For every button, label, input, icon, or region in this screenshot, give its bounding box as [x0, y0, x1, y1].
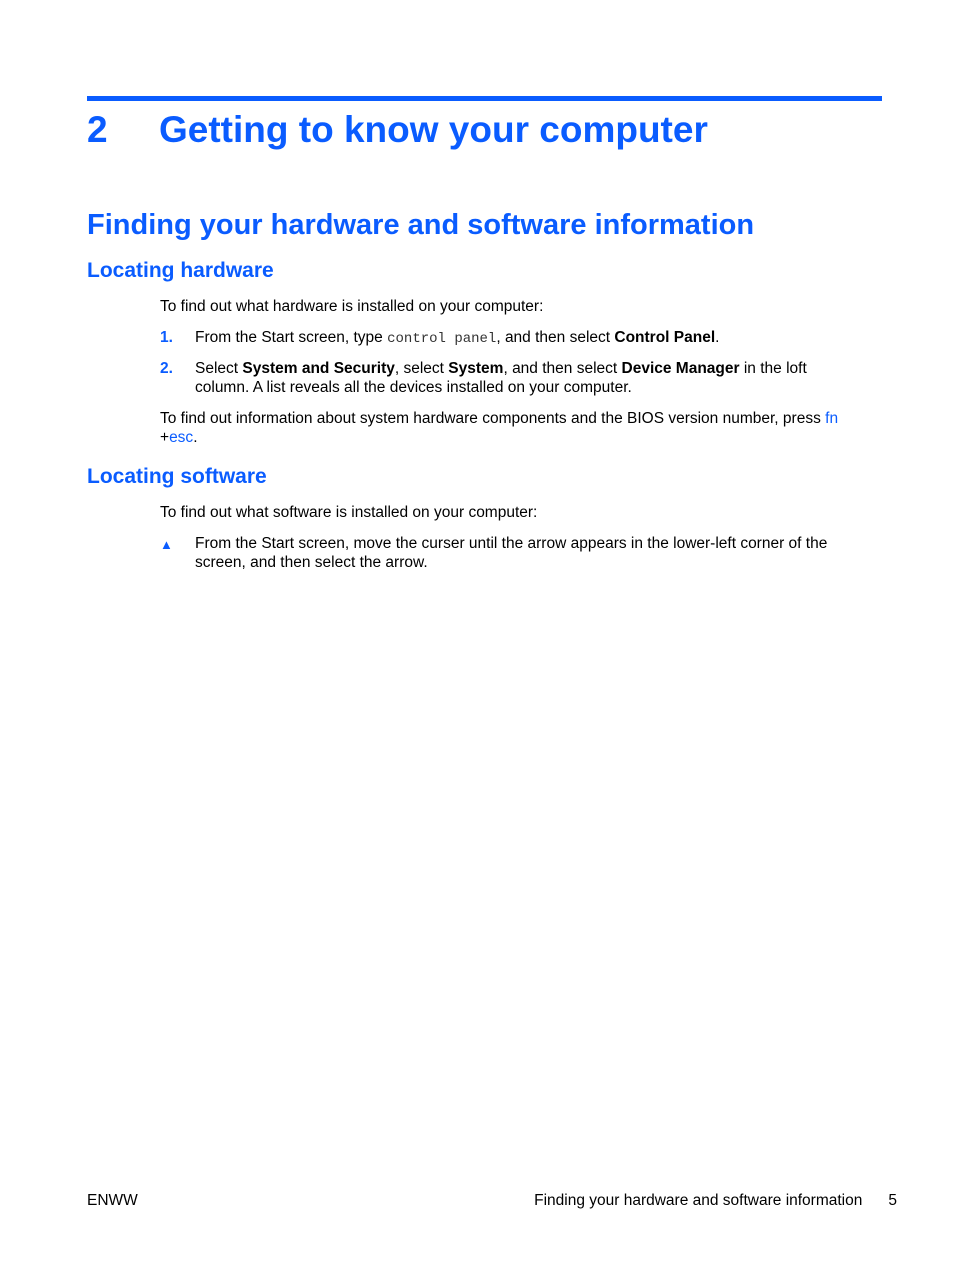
chapter-title [87, 106, 708, 154]
heading-locating-hardware: Locating hardware [87, 259, 274, 282]
triangle-bullet-icon: ▲ [160, 537, 173, 552]
chapter-rule [87, 96, 882, 101]
software-intro: To find out what software is installed on your computer: [160, 504, 538, 521]
step-number: 1. [160, 329, 173, 346]
step-text: Select System and Security, select System, and then select Device Manager in the loft column. A list reveals all the devices installed on your computer. [195, 360, 807, 396]
footer-label: ENWW [87, 1192, 138, 1209]
ui-term: System and Security [242, 360, 395, 377]
section-title: Finding your hardware and software information [87, 209, 755, 241]
footer-section: Finding your hardware and software information [534, 1192, 863, 1209]
key-esc: esc [169, 429, 194, 446]
footer-running-head [534, 1192, 897, 1210]
code-snippet: control panel [387, 331, 497, 347]
chapter-title-text: Getting to know your computer [159, 109, 708, 150]
heading-locating-software: Locating software [87, 465, 267, 488]
ui-term: System [448, 360, 504, 377]
key-fn: fn [825, 410, 839, 427]
page-number: 5 [888, 1192, 897, 1209]
step-text: From the Start screen, move the curser until the arrow appears in the lower-left corner of the screen, and then select the arrow. [195, 535, 828, 571]
step-text: From the Start screen, type control panel, and then select Control Panel. [195, 329, 720, 347]
hardware-intro: To find out what hardware is installed on your computer: [160, 298, 544, 315]
step-number: 2. [160, 360, 173, 377]
ui-term: Device Manager [621, 360, 740, 377]
chapter-number: 2 [87, 109, 108, 150]
ui-term: Control Panel [614, 329, 716, 346]
bios-note: To find out information about system hardware components and the BIOS version number, press fn +esc. [160, 410, 839, 446]
